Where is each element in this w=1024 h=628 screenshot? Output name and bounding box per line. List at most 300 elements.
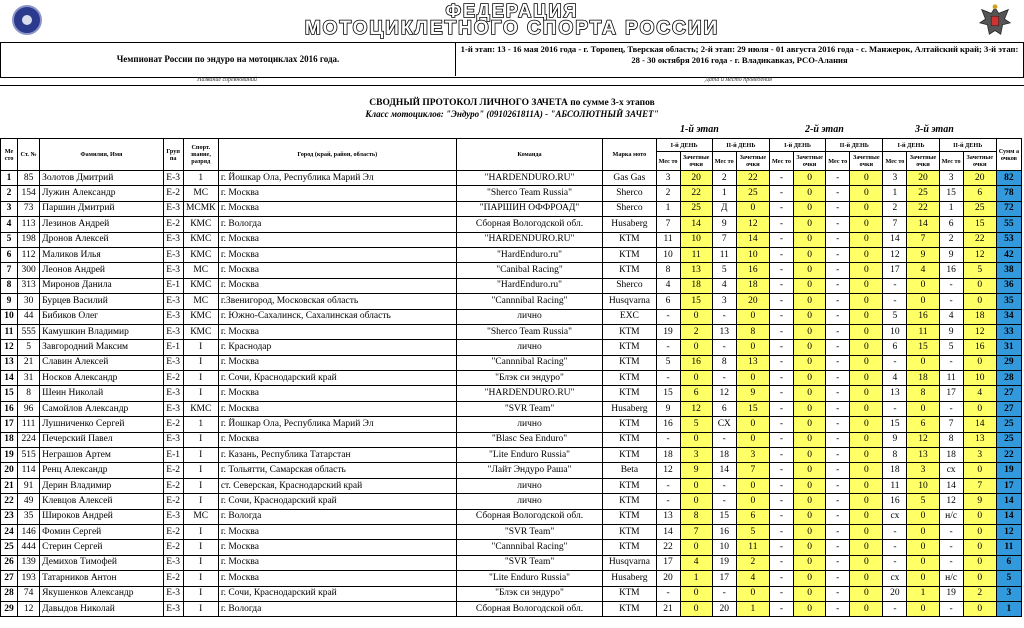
- cell-s3d1-points: 0: [907, 555, 939, 570]
- table-row: [1, 201, 1022, 216]
- cell-s2d1-place: -: [769, 540, 793, 555]
- th-s2-day1: I-й ДЕНЬ: [769, 139, 825, 152]
- cell-group: Е-3: [163, 601, 183, 616]
- cell-city: г. Краснодар: [218, 340, 456, 355]
- cell-bike: КТМ: [603, 586, 656, 601]
- cell-s1d1-points: 2: [680, 324, 712, 339]
- cell-s3d1-points: 22: [907, 201, 939, 216]
- cell-s2d1-points: 0: [794, 417, 826, 432]
- cell-rank: I: [183, 586, 218, 601]
- th-points: Зачетные очки: [794, 152, 826, 171]
- class-line: Класс мотоциклов: "Эндуро" (0910261811А) - "АБСОЛЮТНЫЙ ЗАЧЕТ": [365, 109, 659, 119]
- cell-group: Е-3: [163, 555, 183, 570]
- cell-s2d1-points: 0: [794, 448, 826, 463]
- table-row: [1, 278, 1022, 293]
- cell-team: Сборная Вологодской обл.: [456, 601, 603, 616]
- cell-s3d2-points: 3: [963, 448, 996, 463]
- cell-s2d2-place: -: [826, 555, 850, 570]
- cell-rank: I: [183, 524, 218, 539]
- cell-bike: КТМ: [603, 371, 656, 386]
- th-points: Зачетные очки: [850, 152, 883, 171]
- cell-s3d2-place: -: [939, 555, 963, 570]
- cell-name: Демихов Тимофей: [40, 555, 163, 570]
- table-row: [1, 401, 1022, 416]
- cell-s2d1-points: 0: [794, 571, 826, 586]
- cell-s1d2-points: 10: [736, 247, 769, 262]
- cell-s3d2-points: 0: [963, 509, 996, 524]
- cell-s2d2-place: -: [826, 586, 850, 601]
- cell-s3d2-points: 0: [963, 540, 996, 555]
- cell-start: 193: [18, 571, 40, 586]
- cell-city: г.Звенигород, Московская область: [218, 294, 456, 309]
- cell-s2d2-place: -: [826, 171, 850, 186]
- cell-start: 8: [18, 386, 40, 401]
- cell-s3d1-place: 3: [883, 171, 907, 186]
- cell-s2d2-points: 0: [850, 324, 883, 339]
- cell-s1d1-place: 14: [656, 524, 680, 539]
- cell-s1d1-points: 0: [680, 432, 712, 447]
- cell-s3d1-place: -: [883, 555, 907, 570]
- cell-sum: 36: [996, 278, 1021, 293]
- cell-s2d2-points: 0: [850, 401, 883, 416]
- cell-s3d2-place: 14: [939, 478, 963, 493]
- cell-s1d1-place: 17: [656, 555, 680, 570]
- cell-s2d1-place: -: [769, 371, 793, 386]
- cell-s3d2-points: 0: [963, 294, 996, 309]
- cell-s2d2-place: -: [826, 324, 850, 339]
- cell-rank: МСМК: [183, 201, 218, 216]
- results-body: [1, 171, 1022, 617]
- cell-s2d2-points: 0: [850, 355, 883, 370]
- cell-s1d2-points: 15: [736, 401, 769, 416]
- cell-s3d2-place: -: [939, 601, 963, 616]
- cell-s1d1-points: 11: [680, 247, 712, 262]
- cell-place: 22: [1, 494, 18, 509]
- cell-group: Е-2: [163, 417, 183, 432]
- cell-s2d1-place: -: [769, 417, 793, 432]
- cell-s2d2-points: 0: [850, 386, 883, 401]
- stages-info: 1-й этап: 13 - 16 мая 2016 года - г. Торопец, Тверская область; 2-й этап: 29 июля - 01 августа 2016 года - с. Манжерок, Алтайский край; 3-й этап: 28 - 30 октября 2016 года - г. Владикавказ, РСО-Алания: [460, 44, 1019, 65]
- cell-place: 19: [1, 448, 18, 463]
- cell-s2d2-place: -: [826, 524, 850, 539]
- cell-s2d2-place: -: [826, 509, 850, 524]
- cell-s2d2-points: 0: [850, 294, 883, 309]
- cell-group: Е-3: [163, 171, 183, 186]
- cell-team: "Cannnibal Racing": [456, 294, 603, 309]
- cell-s3d2-place: 4: [939, 309, 963, 324]
- cell-rank: I: [183, 601, 218, 616]
- cell-s1d2-points: 0: [736, 432, 769, 447]
- cell-s2d2-place: -: [826, 309, 850, 324]
- cell-name: Бибиков Олег: [40, 309, 163, 324]
- cell-s1d2-points: 3: [736, 448, 769, 463]
- cell-sum: 25: [996, 417, 1021, 432]
- cell-sum: 72: [996, 201, 1021, 216]
- table-row: [1, 586, 1022, 601]
- cell-rank: I: [183, 478, 218, 493]
- cell-team: "HardEnduro.ru": [456, 278, 603, 293]
- cell-s3d2-place: 8: [939, 432, 963, 447]
- cell-city: г. Москва: [218, 247, 456, 262]
- table-row: [1, 540, 1022, 555]
- cell-place: 3: [1, 201, 18, 216]
- th-group: Груп па: [163, 139, 183, 171]
- cell-city: г. Йошкар Ола, Республика Марий Эл: [218, 417, 456, 432]
- cell-bike: КТМ: [603, 524, 656, 539]
- cell-bike: КТМ: [603, 509, 656, 524]
- cell-s2d1-points: 0: [794, 601, 826, 616]
- cell-rank: I: [183, 463, 218, 478]
- cell-s1d2-place: 1: [712, 186, 736, 201]
- cell-s1d2-points: 20: [736, 294, 769, 309]
- cell-s1d1-place: -: [656, 586, 680, 601]
- cell-s3d2-place: 15: [939, 186, 963, 201]
- th-points: Зачетные очки: [963, 152, 996, 171]
- cell-sum: 3: [996, 586, 1021, 601]
- cell-s2d1-points: 0: [794, 278, 826, 293]
- cell-bike: Husaberg: [603, 217, 656, 232]
- th-points: Зачетные очки: [680, 152, 712, 171]
- cell-s1d1-place: 11: [656, 232, 680, 247]
- cell-s3d1-points: 1: [907, 586, 939, 601]
- cell-s1d1-place: 3: [656, 171, 680, 186]
- cell-s1d2-place: 13: [712, 324, 736, 339]
- cell-bike: Husaberg: [603, 571, 656, 586]
- cell-s3d2-place: -: [939, 294, 963, 309]
- cell-s3d2-place: 7: [939, 417, 963, 432]
- cell-s1d2-points: 2: [736, 555, 769, 570]
- cell-s3d1-points: 13: [907, 448, 939, 463]
- cell-group: Е-3: [163, 355, 183, 370]
- cell-team: "Sherco Team Russia": [456, 186, 603, 201]
- cell-s2d1-place: -: [769, 309, 793, 324]
- cell-start: 35: [18, 509, 40, 524]
- cell-s2d2-place: -: [826, 540, 850, 555]
- cell-s2d1-place: -: [769, 494, 793, 509]
- cell-s3d1-place: 12: [883, 247, 907, 262]
- cell-s1d2-place: 9: [712, 217, 736, 232]
- cell-bike: КТМ: [603, 324, 656, 339]
- cell-s1d1-place: -: [656, 478, 680, 493]
- cell-s1d1-points: 10: [680, 232, 712, 247]
- cell-s3d1-place: 1: [883, 186, 907, 201]
- cell-s3d2-points: 0: [963, 571, 996, 586]
- cell-s2d2-points: 0: [850, 232, 883, 247]
- cell-s3d2-points: 6: [963, 186, 996, 201]
- cell-s1d2-place: 5: [712, 263, 736, 278]
- cell-place: 7: [1, 263, 18, 278]
- cell-s1d1-place: -: [656, 340, 680, 355]
- cell-city: г. Тольятти, Самарская область: [218, 463, 456, 478]
- cell-s1d1-place: 5: [656, 355, 680, 370]
- cell-s1d2-place: -: [712, 371, 736, 386]
- cell-s1d2-place: 14: [712, 463, 736, 478]
- cell-s3d2-place: 11: [939, 371, 963, 386]
- cell-s2d1-points: 0: [794, 555, 826, 570]
- cell-s1d2-place: 2: [712, 171, 736, 186]
- cell-s1d2-points: 0: [736, 309, 769, 324]
- cell-s1d1-points: 4: [680, 555, 712, 570]
- cell-s3d1-place: -: [883, 278, 907, 293]
- cell-team: "HardEnduro.ru": [456, 247, 603, 262]
- cell-s1d1-points: 8: [680, 509, 712, 524]
- cell-place: 25: [1, 540, 18, 555]
- cell-s1d1-place: 9: [656, 401, 680, 416]
- cell-s2d1-points: 0: [794, 171, 826, 186]
- cell-s3d2-place: 3: [939, 171, 963, 186]
- cell-s2d2-place: -: [826, 463, 850, 478]
- cell-s2d1-points: 0: [794, 355, 826, 370]
- th-rank: Спорт. звание, разряд: [183, 139, 218, 171]
- cell-start: 198: [18, 232, 40, 247]
- cell-name: Печерский Павел: [40, 432, 163, 447]
- table-row: [1, 324, 1022, 339]
- cell-name: Стерин Сергей: [40, 540, 163, 555]
- cell-s1d2-place: 15: [712, 509, 736, 524]
- th-team: Команда: [456, 139, 603, 171]
- cell-s3d2-place: 19: [939, 586, 963, 601]
- cell-s3d1-points: 12: [907, 432, 939, 447]
- cell-bike: КТМ: [603, 417, 656, 432]
- cell-s3d2-points: 12: [963, 247, 996, 262]
- cell-s3d1-points: 9: [907, 247, 939, 262]
- cell-team: "SVR Team": [456, 524, 603, 539]
- th-mesto: Мес то: [769, 152, 793, 171]
- cell-s3d1-points: 15: [907, 340, 939, 355]
- cell-s3d2-points: 12: [963, 324, 996, 339]
- cell-s3d1-place: 6: [883, 340, 907, 355]
- cell-s1d2-points: 6: [736, 509, 769, 524]
- th-s1-day1: I-й ДЕНЬ: [656, 139, 712, 152]
- cell-s3d2-points: 9: [963, 494, 996, 509]
- stage-label-1: 1-й этап: [680, 124, 719, 135]
- cell-start: 515: [18, 448, 40, 463]
- cell-start: 114: [18, 463, 40, 478]
- cell-s1d1-points: 16: [680, 355, 712, 370]
- table-row: [1, 247, 1022, 262]
- cell-city: г. Сочи, Краснодарский край: [218, 494, 456, 509]
- cell-s3d1-points: 6: [907, 417, 939, 432]
- cell-place: 24: [1, 524, 18, 539]
- cell-s2d1-points: 0: [794, 217, 826, 232]
- eagle-emblem-icon: [976, 2, 1014, 40]
- cell-start: 91: [18, 478, 40, 493]
- cell-s2d1-place: -: [769, 571, 793, 586]
- cell-s2d1-place: -: [769, 601, 793, 616]
- table-row: [1, 171, 1022, 186]
- cell-s1d1-place: 8: [656, 263, 680, 278]
- cell-s2d1-place: -: [769, 355, 793, 370]
- cell-s3d1-points: 0: [907, 540, 939, 555]
- cell-team: лично: [456, 309, 603, 324]
- cell-group: Е-3: [163, 324, 183, 339]
- cell-s2d1-place: -: [769, 324, 793, 339]
- cell-place: 2: [1, 186, 18, 201]
- cell-s1d2-points: 25: [736, 186, 769, 201]
- cell-s2d2-place: -: [826, 278, 850, 293]
- cell-team: "Lite Enduro Russia": [456, 448, 603, 463]
- cell-s1d2-place: 11: [712, 247, 736, 262]
- cell-rank: КМС: [183, 401, 218, 416]
- cell-group: Е-2: [163, 494, 183, 509]
- th-mesto: Мес то: [656, 152, 680, 171]
- cell-sum: 14: [996, 494, 1021, 509]
- cell-s1d2-points: 0: [736, 586, 769, 601]
- cell-rank: I: [183, 571, 218, 586]
- cell-s2d1-points: 0: [794, 201, 826, 216]
- cell-s1d2-place: 3: [712, 294, 736, 309]
- cell-s1d2-place: 19: [712, 555, 736, 570]
- cell-sum: 33: [996, 324, 1021, 339]
- cell-start: 85: [18, 171, 40, 186]
- stage-label-3: 3-й этап: [915, 124, 954, 135]
- cell-s1d2-points: 4: [736, 571, 769, 586]
- cell-s3d2-place: н/с: [939, 509, 963, 524]
- cell-start: 444: [18, 540, 40, 555]
- cell-s3d1-place: 11: [883, 478, 907, 493]
- cell-start: 313: [18, 278, 40, 293]
- cell-s2d2-points: 0: [850, 247, 883, 262]
- cell-s2d2-place: -: [826, 432, 850, 447]
- cell-s3d1-place: 7: [883, 217, 907, 232]
- cell-s2d2-place: -: [826, 217, 850, 232]
- cell-rank: I: [183, 386, 218, 401]
- cell-s1d1-place: 1: [656, 201, 680, 216]
- cell-s2d1-place: -: [769, 263, 793, 278]
- cell-place: 8: [1, 278, 18, 293]
- table-row: [1, 186, 1022, 201]
- cell-group: Е-2: [163, 186, 183, 201]
- cell-s2d2-points: 0: [850, 463, 883, 478]
- cell-s3d2-points: 0: [963, 463, 996, 478]
- cell-bike: Sherco: [603, 201, 656, 216]
- cell-name: Фомин Сергей: [40, 524, 163, 539]
- cell-s2d2-place: -: [826, 417, 850, 432]
- cell-rank: I: [183, 448, 218, 463]
- cell-city: г. Москва: [218, 432, 456, 447]
- cell-s3d2-points: 22: [963, 232, 996, 247]
- cell-start: 74: [18, 586, 40, 601]
- table-row: [1, 463, 1022, 478]
- cell-s1d2-points: 8: [736, 324, 769, 339]
- cell-sum: 27: [996, 386, 1021, 401]
- cell-start: 73: [18, 201, 40, 216]
- cell-city: г. Йошкар Ола, Республика Марий Эл: [218, 171, 456, 186]
- cell-s2d1-place: -: [769, 478, 793, 493]
- cell-sum: 14: [996, 509, 1021, 524]
- table-row: [1, 263, 1022, 278]
- cell-rank: I: [183, 494, 218, 509]
- cell-bike: Husqvarna: [603, 294, 656, 309]
- cell-s3d1-points: 0: [907, 294, 939, 309]
- cell-place: 14: [1, 371, 18, 386]
- cell-s3d2-place: 6: [939, 217, 963, 232]
- cell-city: г. Сочи, Краснодарский край: [218, 371, 456, 386]
- cell-name: Самойлов Александр: [40, 401, 163, 416]
- cell-s1d2-points: 0: [736, 371, 769, 386]
- cell-s2d2-points: 0: [850, 186, 883, 201]
- cell-s2d1-points: 0: [794, 401, 826, 416]
- cell-s2d1-points: 0: [794, 432, 826, 447]
- table-row: [1, 571, 1022, 586]
- cell-s1d2-points: 14: [736, 232, 769, 247]
- cell-s3d2-points: 0: [963, 555, 996, 570]
- cell-s1d2-points: 0: [736, 201, 769, 216]
- th-city: Город (край, район, область): [218, 139, 456, 171]
- cell-s3d1-points: 5: [907, 494, 939, 509]
- cell-s1d1-place: 18: [656, 448, 680, 463]
- cell-start: 12: [18, 601, 40, 616]
- cell-s1d1-points: 7: [680, 524, 712, 539]
- cell-group: Е-3: [163, 432, 183, 447]
- cell-rank: КМС: [183, 278, 218, 293]
- cell-rank: КМС: [183, 309, 218, 324]
- cell-bike: КТМ: [603, 478, 656, 493]
- cell-rank: I: [183, 340, 218, 355]
- cell-s1d2-place: 18: [712, 448, 736, 463]
- cell-start: 31: [18, 371, 40, 386]
- cell-s3d1-points: 25: [907, 186, 939, 201]
- cell-city: г. Москва: [218, 571, 456, 586]
- cell-rank: 1: [183, 171, 218, 186]
- cell-s1d1-points: 14: [680, 217, 712, 232]
- cell-s3d1-place: 18: [883, 463, 907, 478]
- th-s3-day1: I-й ДЕНЬ: [883, 139, 939, 152]
- cell-name: Давыдов Николай: [40, 601, 163, 616]
- cell-s1d2-points: 22: [736, 171, 769, 186]
- cell-s1d1-place: 7: [656, 217, 680, 232]
- cell-name: Лужин Александр: [40, 186, 163, 201]
- cell-s2d2-place: -: [826, 263, 850, 278]
- cell-s3d2-points: 0: [963, 278, 996, 293]
- cell-rank: КМС: [183, 217, 218, 232]
- cell-name: Носков Александр: [40, 371, 163, 386]
- cell-team: лично: [456, 340, 603, 355]
- cell-sum: 17: [996, 478, 1021, 493]
- cell-s1d2-place: 4: [712, 278, 736, 293]
- cell-s2d1-points: 0: [794, 247, 826, 262]
- cell-s3d1-points: 0: [907, 571, 939, 586]
- cell-s2d2-points: 0: [850, 217, 883, 232]
- table-row: [1, 294, 1022, 309]
- cell-place: 10: [1, 309, 18, 324]
- cell-s1d1-points: 3: [680, 448, 712, 463]
- cell-s1d2-place: 17: [712, 571, 736, 586]
- table-row: [1, 432, 1022, 447]
- header: [0, 0, 1024, 42]
- cell-s2d1-place: -: [769, 432, 793, 447]
- cell-name: Камушкин Владимир: [40, 324, 163, 339]
- cell-name: Завгородний Максим: [40, 340, 163, 355]
- cell-place: 21: [1, 478, 18, 493]
- cell-s2d2-points: 0: [850, 263, 883, 278]
- cell-s3d2-points: 25: [963, 201, 996, 216]
- cell-s2d2-place: -: [826, 448, 850, 463]
- cell-s1d1-place: -: [656, 309, 680, 324]
- cell-name: Дерин Владимир: [40, 478, 163, 493]
- cell-city: г. Москва: [218, 524, 456, 539]
- cell-s1d2-points: 9: [736, 386, 769, 401]
- cell-s1d1-points: 0: [680, 601, 712, 616]
- cell-s2d1-points: 0: [794, 478, 826, 493]
- cell-s2d2-points: 0: [850, 448, 883, 463]
- cell-sum: 82: [996, 171, 1021, 186]
- cell-start: 146: [18, 524, 40, 539]
- cell-s2d2-points: 0: [850, 340, 883, 355]
- cell-s2d2-points: 0: [850, 509, 883, 524]
- info-bar: [0, 42, 1024, 78]
- cell-s2d1-points: 0: [794, 509, 826, 524]
